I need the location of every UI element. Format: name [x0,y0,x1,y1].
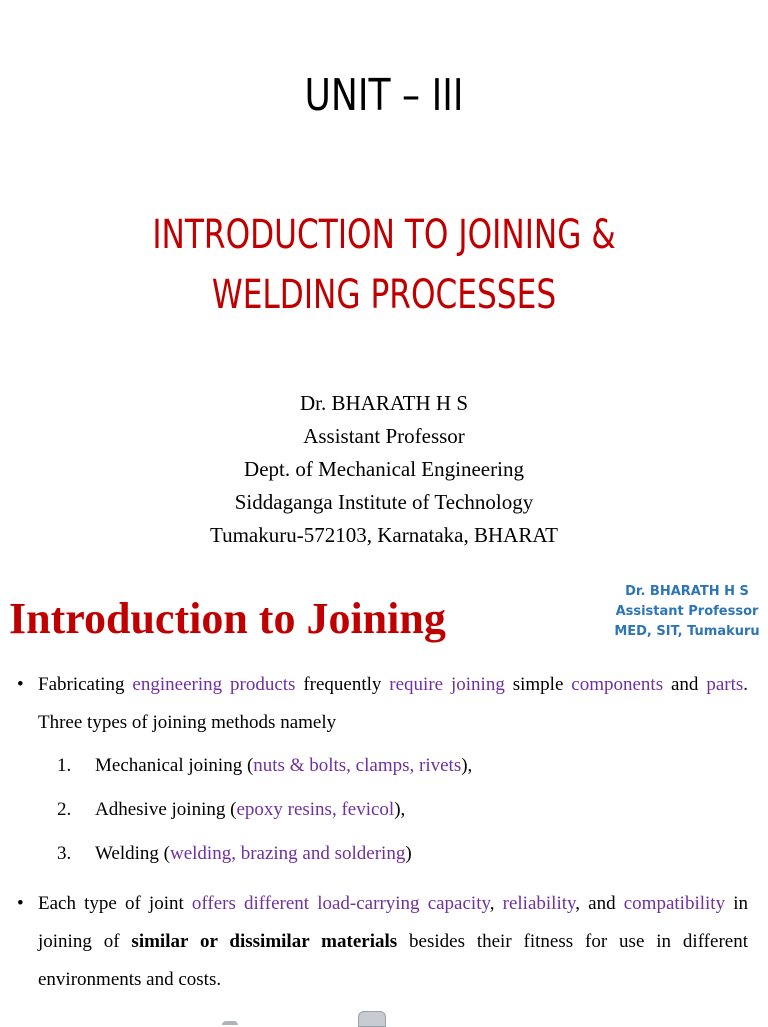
credit-designation: Assistant Professor [615,604,759,619]
list-item: 2. Adhesive joining (epoxy resins, fevicol), [57,799,406,820]
author-department: Dept. of Mechanical Engineering [244,457,524,481]
slide-title: Introduction to Joining [9,594,446,643]
author-address: Tumakuru-572103, Karnataka, BHARAT [209,523,559,547]
credit-name: Dr. BHARATH H S [625,584,749,599]
bullet-1-text: Fabricating engineering products frequently require joining simple components and parts. Three types of joining methods namely [38,674,749,733]
bullet-dot-icon: • [17,893,24,914]
author-credit [612,582,762,642]
bullet-dot-icon: • [17,674,24,695]
author-designation: Assistant Professor [303,424,465,448]
author-block [0,387,768,552]
content-slide [0,575,768,1024]
unit-title: UNIT – III [304,70,464,121]
list-item: 3. Welding (welding, brazing and soldering) [57,843,412,864]
author-institute: Siddaganga Institute of Technology [234,490,534,514]
bullet-2-text: Each type of joint offers different load-carrying capacity, reliability, and compatibility in joining of similar or dissimilar materials besides their fitness for use in different environments and costs. [38,893,748,990]
credit-affiliation: MED, SIT, Tumakuru [614,624,760,639]
main-title-line2: WELDING PROCESSES [211,272,557,318]
author-name: Dr. BHARATH H S [299,391,469,415]
clamp-image-fragment [222,1021,238,1025]
main-title [84,205,683,325]
main-title-line1: INTRODUCTION TO JOINING & [152,212,616,258]
bolt-image-fragment [358,1011,386,1027]
list-item: 1. Mechanical joining (nuts & bolts, clamps, rivets), [57,755,473,776]
